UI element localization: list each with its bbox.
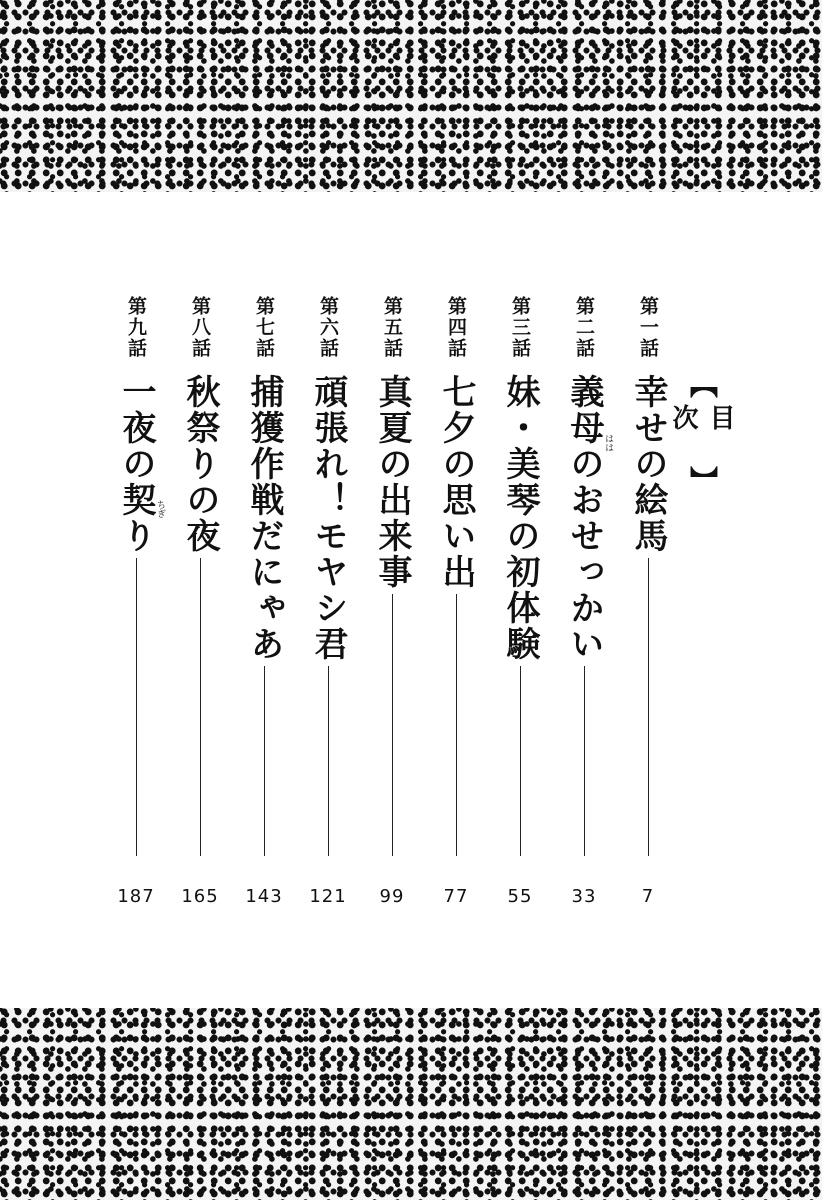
leader-line [392, 594, 393, 856]
chapter-number: 第七話 [253, 296, 275, 359]
ruby-annotation: はは [603, 434, 613, 452]
leader-line [136, 558, 137, 856]
chapter-9 [112, 296, 160, 907]
leader-line [456, 594, 457, 856]
chapter-4 [432, 296, 480, 907]
chapter-2 [560, 296, 608, 907]
chapter-title: 頑張れ！モヤシ君 [308, 374, 348, 662]
chapter-number: 第一話 [637, 296, 659, 359]
page-number: 187 [117, 886, 155, 907]
chapter-7 [240, 296, 288, 907]
leader-line [648, 558, 649, 856]
toc-title [668, 370, 735, 500]
chapter-number: 第九話 [125, 296, 147, 359]
chapter-title: 真夏の出来事 [372, 374, 412, 590]
chapter-title: 秋祭りの夜 [180, 374, 220, 554]
chapter-number: 第八話 [189, 296, 211, 359]
leader-line [264, 666, 265, 856]
leader-line [520, 666, 521, 856]
ruby-annotation: ちぎ [155, 500, 165, 518]
chapter-6 [304, 296, 352, 907]
chapter-3 [496, 296, 544, 907]
title-text: 目 次 [668, 404, 735, 436]
chapter-title: 七夕の思い出 [436, 374, 476, 590]
page-number: 143 [245, 886, 283, 907]
leader-line [200, 558, 201, 856]
title-bracket-close: 】 [686, 466, 719, 500]
chapter-number: 第二話 [573, 296, 595, 359]
chapter-number: 第三話 [509, 296, 531, 359]
chapter-title: 義母のおせっかい [564, 374, 604, 662]
chapter-number: 第五話 [381, 296, 403, 359]
chapter-5 [368, 296, 416, 907]
leader-line [328, 666, 329, 856]
title-bracket-open: 【 [686, 370, 719, 404]
page-number: 33 [571, 886, 597, 907]
leader-line [584, 666, 585, 856]
page-number: 165 [181, 886, 219, 907]
page-number: 121 [309, 886, 347, 907]
chapter-title: 幸せの絵馬 [628, 374, 668, 554]
page-number: 77 [443, 886, 469, 907]
page-number: 99 [379, 886, 405, 907]
page-number: 7 [641, 886, 655, 907]
decorative-dot-pattern-top [0, 0, 822, 192]
chapter-title: 捕獲作戦だにゃあ [244, 374, 284, 662]
decorative-dot-pattern-bottom [0, 1008, 822, 1200]
chapter-title: 一夜の契り [116, 374, 156, 554]
chapter-1 [624, 296, 672, 907]
chapter-8 [176, 296, 224, 907]
page-number: 55 [507, 886, 533, 907]
chapter-number: 第四話 [445, 296, 467, 359]
chapter-title: 妹・美琴の初体験 [500, 374, 540, 662]
chapter-number: 第六話 [317, 296, 339, 359]
